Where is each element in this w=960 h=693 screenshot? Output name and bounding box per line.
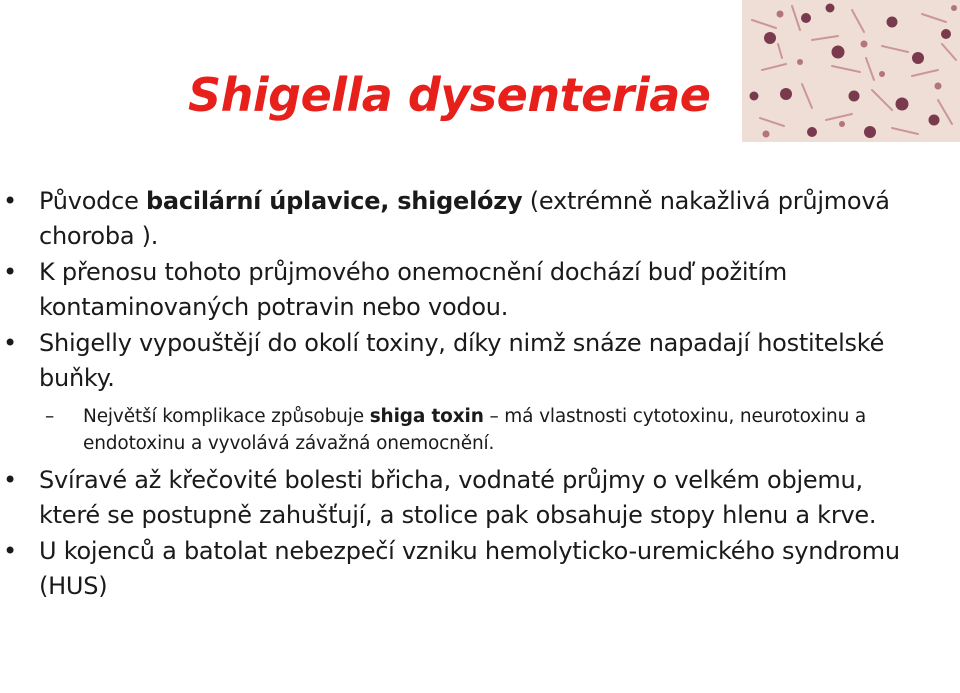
- text-run: Svíravé až křečovité bolesti břicha, vodnaté průjmy o velkém objemu, které se postupně zahušťují, a stolice pak obsahuje stopy hlenu a krve.: [39, 466, 877, 529]
- bullet-marker: •: [3, 537, 17, 565]
- bullet-marker: •: [3, 329, 17, 357]
- list-item: [0, 255, 960, 325]
- list-item: [0, 463, 960, 533]
- text-run: – má vlastnosti cytotoxinu, neurotoxinu a endotoxinu a vyvolává závažná onemocnění.: [83, 406, 867, 454]
- list-item: [0, 184, 960, 254]
- text-run: U kojenců a batolat nebezpečí vzniku hemolyticko-uremického syndromu (HUS): [39, 537, 900, 600]
- text-run: (extrémně nakažlivá průjmová choroba ).: [39, 187, 890, 250]
- text-run: K přenosu tohoto průjmového onemocnění dochází buď požitím kontaminovaných potravin nebo vodou.: [39, 258, 787, 321]
- sub-list-item: [0, 403, 960, 457]
- bullet-marker: •: [3, 466, 17, 494]
- bullet-list: [0, 184, 960, 605]
- bullet-marker: •: [3, 187, 17, 215]
- list-item: [0, 326, 960, 396]
- list-item: [0, 534, 960, 604]
- slide-title: Shigella dysenteriae: [188, 68, 711, 122]
- text-run: Shigelly vypouštějí do okolí toxiny, díky nimž snáze napadají hostitelské buňky.: [39, 329, 885, 392]
- text-run-bold: shiga toxin: [369, 406, 484, 427]
- text-run-bold: bacilární úplavice, shigelózy: [145, 187, 523, 215]
- text-run: Původce: [39, 187, 146, 215]
- micrograph-image: [742, 0, 960, 142]
- dash-marker: –: [45, 406, 55, 427]
- bullet-marker: •: [3, 258, 17, 286]
- text-run: Největší komplikace způsobuje: [83, 406, 370, 427]
